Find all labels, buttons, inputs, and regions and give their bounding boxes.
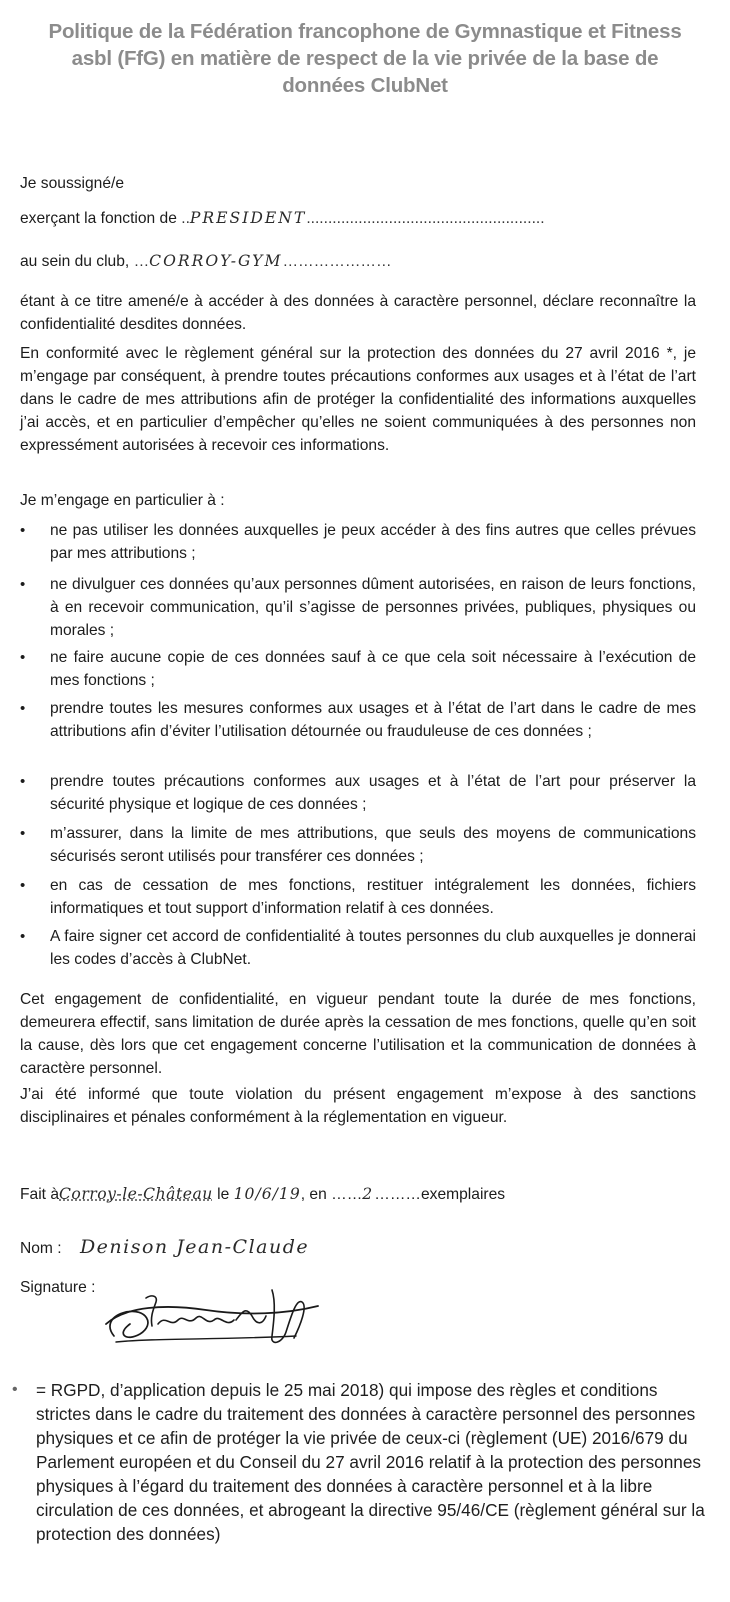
paragraph-4: J’ai été informé que toute violation du présent engagement m’expose à des sanctions disciplinaires et pénales conformément à la réglementation en vigueur.: [20, 1086, 696, 1126]
bullet-symbol: •: [20, 522, 26, 539]
fonction-label: exerçant la fonction de: [20, 210, 177, 227]
list-item-text: ne divulguer ces données qu’aux personnes dûment autorisées, en raison de leurs fonctions, à en recevoir communication, qu’il s’agisse de personnes privées, publiques, physiques ou morales ;: [50, 576, 696, 639]
footnote-text: = RGPD, d’application depuis le 25 mai 2018) qui impose des règles et conditions strictes dans le cadre du traitement des données à caractère personnel des personnes physiques et ce afin de protéger la vie privée de ceux-ci (règlement (UE) 2016/679 du Parlement européen et du Conseil du 27 avril 2016 relatif à la protection des personnes physiques à l’égard du traitement des données à caractère personnel et à la libre circulation de ces données, et abrogeant la directive 95/46/CE (règlement général sur la protection des données): [36, 1380, 705, 1544]
fait-dots-2: ………: [374, 1186, 421, 1203]
fonction-value: PRESIDENT: [189, 209, 307, 227]
list-item-text: prendre toutes les mesures conformes aux usages et à l’état de l’art dans le cadre de mes attributions afin d’éviter l’utilisation détournée ou frauduleuse de ces données ;: [50, 700, 696, 740]
fait-le-label: le: [217, 1186, 230, 1203]
fait-en-label: , en: [300, 1186, 327, 1203]
fait-line: [20, 1183, 720, 1206]
nom-value: Denison Jean-Claude: [79, 1236, 310, 1258]
bullet-symbol: •: [20, 877, 26, 894]
engagement-intro: Je m’engage en particulier à :: [20, 492, 225, 509]
nom-label: Nom :: [20, 1240, 62, 1257]
intro-text: Je soussigné/e: [20, 175, 125, 192]
list-item-text: en cas de cessation de mes fonctions, restituer intégralement les données, fichiers informatiques et tout support d’information relatif à ces données.: [50, 877, 696, 917]
paragraph-1: étant à ce titre amené/e à accéder à des données à caractère personnel, déclare reconnaître la confidentialité desdites données.: [20, 293, 696, 333]
paragraph-3: Cet engagement de confidentialité, en vigueur pendant toute la durée de mes fonctions, demeurera effectif, sans limitation de durée après la cessation de mes fonctions, quelle qu’en soit la cause, dès lors que cet engagement concerne l’utilisation et la communication de données à caractère personnel.: [20, 991, 696, 1077]
bullet-symbol: •: [20, 773, 26, 790]
list-item-text: m’assurer, dans la limite de mes attributions, que seuls des moyens de communications sécurisés seront utilisés pour transférer ces données ;: [50, 825, 696, 865]
club-line: [20, 250, 710, 273]
fait-dots-1: ……: [331, 1186, 363, 1203]
list-item-text: ne faire aucune copie de ces données sauf à ce que cela soit nécessaire à l’exécution de mes fonctions ;: [50, 649, 696, 689]
fonction-dots-after: .......................................................: [306, 210, 545, 227]
fait-date: 10/6/19: [233, 1185, 301, 1203]
paragraph-2: En conformité avec le règlement général sur la protection des données du 27 avril 2016 *, je m’engage par conséquent, à prendre toutes précautions conformes aux usages et à l’état de l’art dans le cadre de mes attributions afin de protéger la confidentialité des informations auxquelles j’ai accès, et en particulier d’empêcher qu’elles ne soient communiquées à des personnes non expressément autorisées à recevoir ces informations.: [20, 345, 696, 454]
bullet-symbol: •: [20, 825, 26, 842]
handwritten-signature: [96, 1276, 326, 1356]
signature-label: Signature :: [20, 1279, 96, 1296]
bullet-symbol: •: [20, 576, 26, 593]
bullet-symbol: •: [20, 649, 26, 666]
bullet-symbol: •: [20, 928, 26, 945]
fonction-dots-before: ..: [181, 210, 190, 227]
bullet-symbol: •: [20, 700, 26, 717]
fait-copies: 2: [362, 1185, 375, 1203]
fait-exemplaires-label: exemplaires: [421, 1186, 506, 1203]
footnote-bullet: •: [12, 1381, 18, 1398]
fait-place: Corroy-le-Château: [59, 1185, 213, 1203]
club-label: au sein du club,: [20, 253, 130, 270]
club-value: CORROY-GYM: [149, 252, 283, 270]
club-dots-after: …………………: [282, 253, 392, 270]
nom-line: [20, 1236, 720, 1260]
document-title: Politique de la Fédération francophone de Gymnastique et Fitness asbl (FfG) en matière de respect de la vie privée de la base de données ClubNet: [48, 20, 682, 97]
fonction-line: [20, 207, 710, 230]
list-item-text: A faire signer cet accord de confidentialité à toutes personnes du club auxquelles je donnerai les codes d’accès à ClubNet.: [50, 928, 696, 968]
list-item-text: prendre toutes précautions conformes aux usages et à l’état de l’art pour préserver la sécurité physique et logique de ces données ;: [50, 773, 696, 813]
fait-label: Fait à: [20, 1186, 59, 1203]
list-item-text: ne pas utiliser les données auxquelles je peux accéder à des fins autres que celles prévues par mes attributions ;: [50, 522, 696, 562]
club-dots-before: …: [133, 253, 150, 270]
